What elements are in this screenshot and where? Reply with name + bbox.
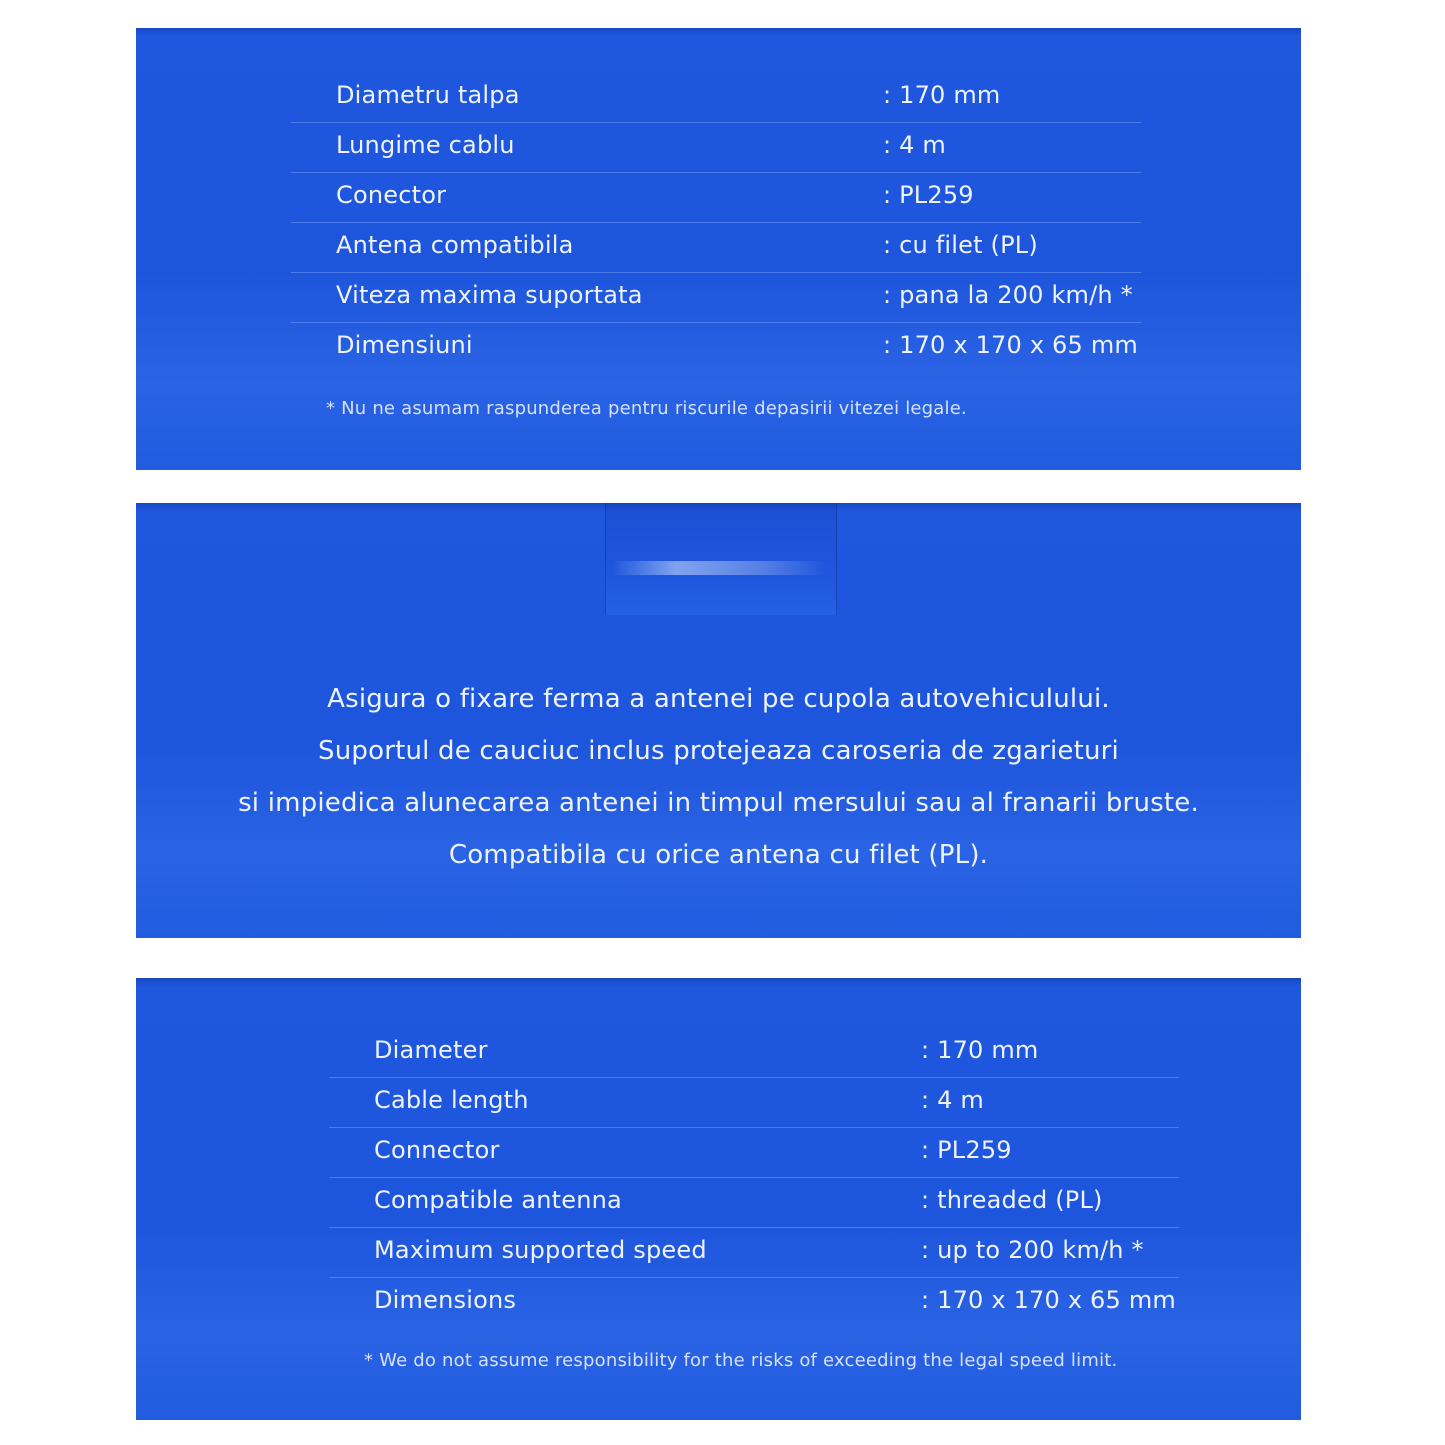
spec-row [291,123,1141,173]
spec-label: Compatible antenna [374,1186,622,1214]
spec-label: Diametru talpa [336,81,520,109]
spec-row [291,273,1141,323]
description-line: Suportul de cauciuc inclus protejeaza caroseria de zgarieturi [318,736,1119,766]
spec-label: Dimensions [374,1286,517,1314]
spec-value: : PL259 [883,181,974,209]
spec-label: Viteza maxima suportata [336,281,643,309]
spec-value: : cu filet (PL) [883,231,1038,259]
spec-value: : pana la 200 km/h * [883,281,1133,309]
spec-row [291,323,1141,372]
spec-row [329,1028,1179,1078]
glare [612,561,826,575]
description-line: si impiedica alunecarea antenei in timpul mersului sau al franarii bruste. [238,788,1199,818]
spec-label: Connector [374,1136,500,1164]
spec-row [329,1128,1179,1178]
romanian-spec-table [291,73,1141,372]
english-spec-table [329,1028,1179,1327]
english-spec-panel [136,978,1301,1420]
romanian-spec-panel [136,28,1301,470]
description-panel [136,503,1301,938]
spec-value: : 4 m [883,131,946,159]
spec-value: : 170 x 170 x 65 mm [883,331,1138,359]
spec-label: Cable length [374,1086,529,1114]
spec-label: Antena compatibila [336,231,574,259]
footnote: * Nu ne asumam raspunderea pentru riscurile depasirii vitezei legale. [326,398,967,419]
spec-label: Maximum supported speed [374,1236,707,1264]
spec-label: Conector [336,181,447,209]
footnote: * We do not assume responsibility for the risks of exceeding the legal speed limit. [364,1350,1118,1371]
spec-row [329,1078,1179,1128]
description-line: Compatibila cu orice antena cu filet (PL). [448,840,989,870]
spec-row [329,1178,1179,1228]
spec-value: : 170 x 170 x 65 mm [921,1286,1176,1314]
box-tab-slot [605,503,837,615]
spec-value: : 170 mm [883,81,1001,109]
spec-row [329,1278,1179,1327]
spec-label: Diameter [374,1036,488,1064]
description-text [136,673,1301,881]
spec-label: Dimensiuni [336,331,473,359]
spec-value: : up to 200 km/h * [921,1236,1144,1264]
spec-value: : 170 mm [921,1036,1039,1064]
spec-value: : 4 m [921,1086,984,1114]
spec-row [291,223,1141,273]
spec-row [291,173,1141,223]
description-line: Asigura o fixare ferma a antenei pe cupola autovehiculului. [327,684,1110,714]
spec-row [329,1228,1179,1278]
spec-value: : threaded (PL) [921,1186,1103,1214]
spec-label: Lungime cablu [336,131,515,159]
spec-value: : PL259 [921,1136,1012,1164]
spec-row [291,73,1141,123]
